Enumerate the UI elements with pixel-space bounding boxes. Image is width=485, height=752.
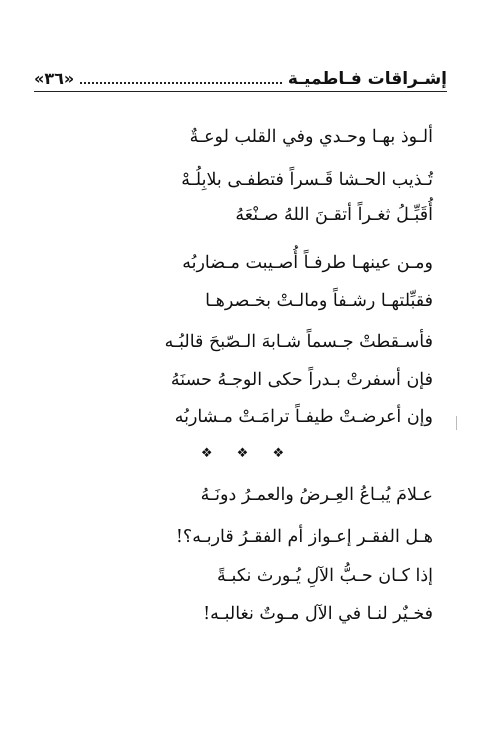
scan-mark	[456, 416, 457, 430]
verse-line: إذا كـان حـبُّ الآلِ يُـورث نكبـةً	[217, 566, 433, 586]
stanza-separator: ❖ ❖ ❖	[200, 446, 295, 461]
book-title: إشـراقات فـاطميـة	[287, 69, 447, 89]
verse-line: فخـيٌر لنـا في الآل مـوتٌ نغالبـه!	[203, 604, 433, 624]
verse-line: ومـن عينهـا طرفـاً أُصـيبت مـضاربُه	[182, 253, 433, 273]
header-rule	[34, 91, 447, 92]
verse-line: ألـوذ بهـا وحـدي وفي القلب لوعـةٌ	[189, 127, 433, 147]
verse-line: فأسـقطتْ جـسماً شـابهَ الـصّبحَ قالبُـه	[164, 332, 433, 352]
verse-line: فإن أسفرتْ بـدراً حكى الوجـهُ حسنَهُ	[170, 370, 433, 390]
running-header	[34, 62, 447, 90]
header-leader-dots	[80, 82, 282, 84]
verse-line: وإن أعرضـتْ طيفـاً ترامَـتْ مـشاربُه	[174, 407, 433, 427]
verse-line: فقبِّلتهـا رشـفاً ومالـتْ بخـصرهـا	[205, 291, 433, 311]
verse-line: تُـذيب الحـشا قَـسراً فتطفـى بلابِلُـهْ	[181, 170, 433, 190]
page-number: «٣٦»	[34, 69, 75, 88]
verse-line: هـل الفقـر إعـواز أم الفقـرُ قاربـه؟!	[175, 527, 433, 547]
verse-line: أُقَبِّـلُ ثغـراً أتقـنَ اللهُ صـنْعَهُ	[235, 205, 433, 225]
verse-line: عـلامَ يُبـاعُ العِـرضُ والعمـرُ دونَـهُ	[200, 485, 433, 505]
